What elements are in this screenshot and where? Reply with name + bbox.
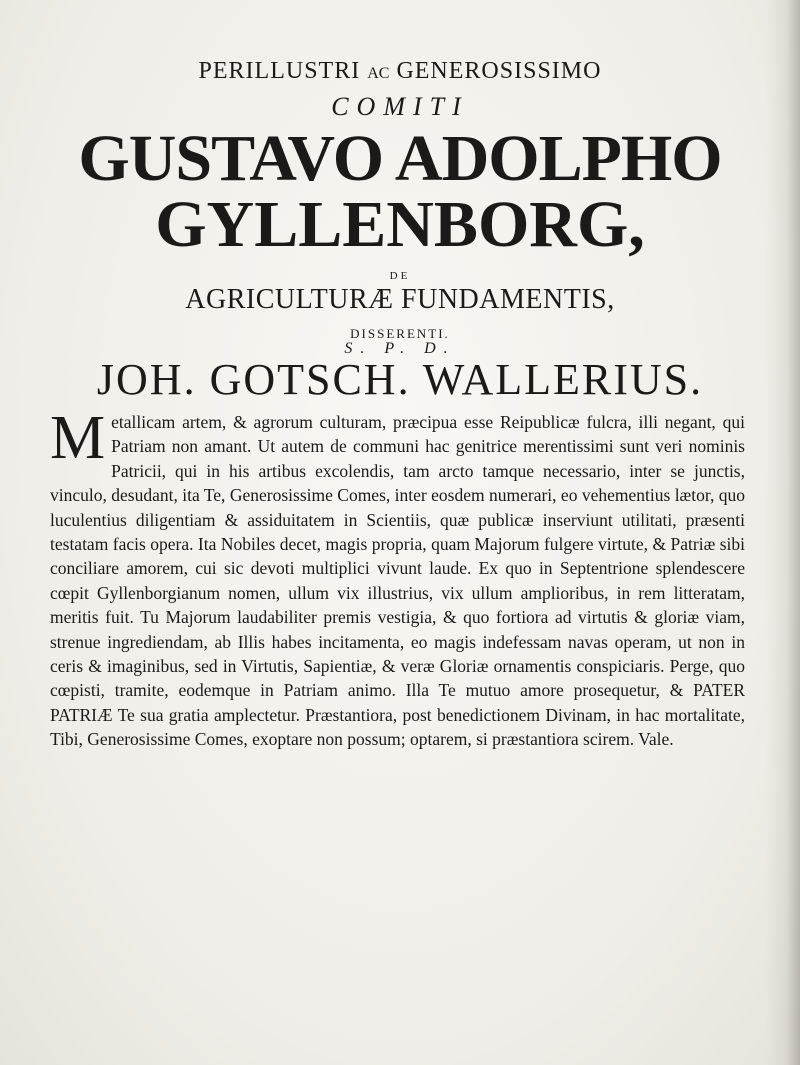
dedication-comiti: COMITI <box>331 92 469 121</box>
dedicatee-surname: GYLLENBORG, <box>155 188 645 261</box>
dedication-word-perillustri: PERILLUSTRI <box>198 58 361 84</box>
dedication-line-1 <box>0 58 800 85</box>
title-de: DE <box>389 270 411 282</box>
letter-body <box>50 404 745 752</box>
letter-text: etallicam artem, & agrorum culturam, præcipua esse Reipublicæ fulcra, illi negant, qui Patriam non amant. Ut autem de communi hac genitrice merentissimi sunt veri nominis Patricii, qui in his artibus excolendis, tam arcto tamque necessario, inter se junctis, vinculo, desudant, ita Te, Generosissime Comes, inter eosdem numerari, eo vehementius lætor, quo luculentius diligentiam & assiduitatem in Scientiis, quæ publicæ inserviunt utilitati, præsenti testatam facis opera. Ita Nobiles decet, magis propria, quam Majorum fulgere virtute, & Patriæ sibi conciliare amorem, cui sic devoti multiplici vivunt laude. Ex quo in Septentrione splendescere cœpit Gyllenborgianum nomen, ullum vix illustrius, vix ullum amplioribus, in rem litteratam, meritis fuit. Tu Majorum laudabiliter premis vestigia, & quo fortiora ad virtutis & gloriæ viam, strenue ingrediendam, ab Illis habes incitamenta, eo magis indefessam navas operam, ut non in ceris & imaginibus, sed in Virtutis, Sapientiæ, & veræ Gloriæ ornamentis conspiciaris. Perge, quo cœpisti, tramite, eodemque in Patriam animo. Illa Te mutuo amore prosequetur, & PATER PATRIÆ Te sua gratia amplectetur. Præstantiora, post benedictionem Divinam, in hac mortalitate, Tibi, Generosissime Comes, exoptare non possum; optarem, si præstantiora scirem. Vale. <box>50 412 745 750</box>
title-disserenti: DISSERENTI. <box>350 326 450 341</box>
salutation-spd: S. P. D. <box>344 340 456 357</box>
dedication-word-ac: AC <box>367 65 390 82</box>
title-subject: AGRICULTURÆ FUNDAMENTIS, <box>185 284 615 315</box>
drop-cap: M <box>50 404 106 472</box>
dedicatee-first-names: GUSTAVO ADOLPHO <box>78 122 722 195</box>
author-name: JOH. GOTSCH. WALLERIUS. <box>96 355 704 404</box>
dedication-word-generosissimo: GENEROSISSIMO <box>396 58 602 84</box>
